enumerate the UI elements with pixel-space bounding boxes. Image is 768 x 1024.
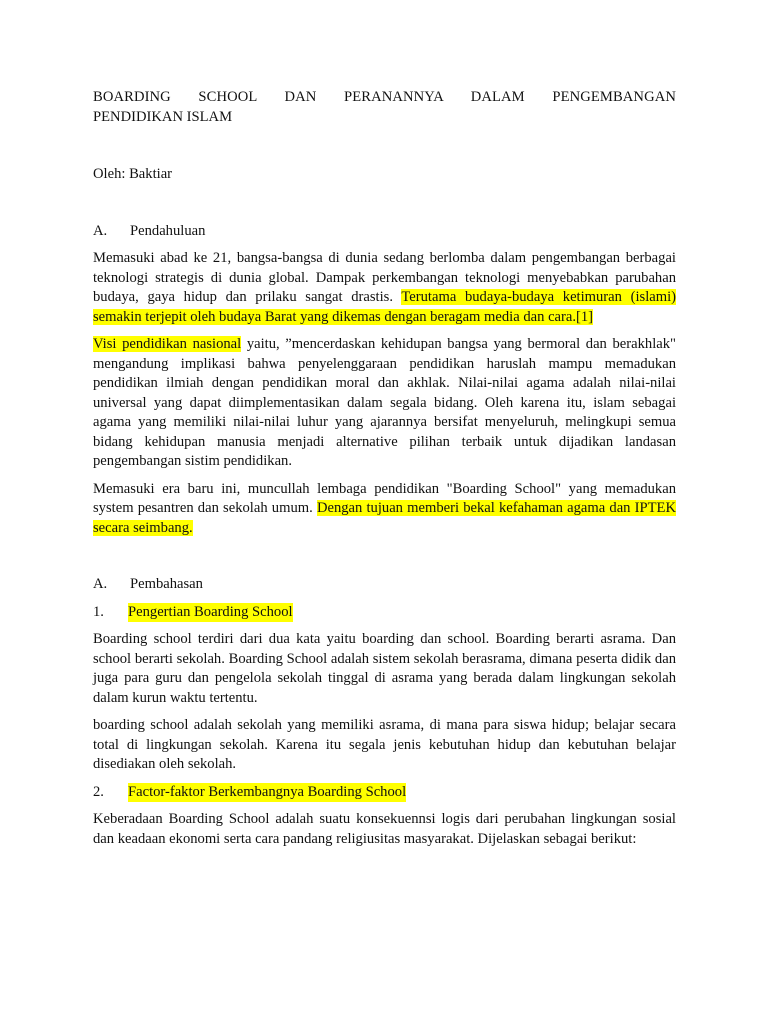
subheading-pengertian — [93, 603, 676, 623]
paragraph-faktor-1: Keberadaan Boarding School adalah suatu konsekuennsi logis dari perubahan lingkungan sosial dan keadaan ekonomi serta cara pandang religiusitas masyarakat. Dijelaskan sebagai berikut: — [93, 811, 676, 847]
subheading-faktor — [93, 783, 676, 803]
subsection-title: Pengertian Boarding School — [128, 603, 293, 623]
section-heading-pendahuluan — [93, 222, 676, 242]
highlighted-text: Visi pendidikan nasional — [93, 336, 242, 352]
section-title: Pembahasan — [130, 576, 203, 592]
paragraph-intro-3 — [93, 480, 676, 539]
paragraph-text: Memasuki era baru ini, muncullah lembaga pendidikan "Boarding School" yang memadukan system pesantren dan sekolah umum. — [93, 480, 676, 516]
subsection-number: 2. — [93, 783, 104, 800]
document-title-line2: PENDIDIKAN ISLAM — [93, 109, 233, 125]
section-number: A. — [93, 222, 108, 239]
paragraph-pengertian-2: boarding school adalah sekolah yang memiliki asrama, di mana para siswa hidup; belajar secara total di lingkungan sekolah. Karena itu segala jenis kebutuhan hidup dan kebutuhan belajar disediakan oleh sekolah. — [93, 717, 676, 772]
section-number: A. — [93, 576, 108, 592]
document-title-line1: BOARDING SCHOOL DAN PERANANNYA DALAM PENGEMBANGAN — [93, 89, 676, 105]
paragraph-text: Memasuki abad ke 21, bangsa-bangsa di dunia sedang berlomba dalam pengembangan berbagai teknologi strategis di dunia global. Dampak perkembangan teknologi menyebabkan parubahan budaya, gaya hidup dan prilaku sangat drastis. — [93, 250, 676, 305]
subsection-title: Factor-faktor Berkembangnya Boarding School — [128, 783, 406, 803]
subsection-number: 1. — [93, 603, 104, 620]
section-title: Pendahuluan — [130, 222, 206, 239]
paragraph-pengertian-1: Boarding school terdiri dari dua kata yaitu boarding dan school. Boarding berarti asrama. Dan school berarti sekolah. Boarding School adalah sistem sekolah berasrama, dimana peserta didik dan juga para guru dan pengelola sekolah tinggal di asrama yang berada dalam lingkungan sekolah dalam kurun waktu tertentu. — [93, 631, 676, 706]
author-line: Oleh: Baktiar — [93, 166, 173, 182]
paragraph-intro-2 — [93, 335, 676, 472]
paragraph-intro-1 — [93, 249, 676, 327]
highlighted-text: Terutama budaya-budaya ketimuran (islami) semakin terjepit oleh budaya Barat yang dikemas dengan beragam media dan cara.[1] — [93, 289, 676, 325]
highlighted-text: Dengan tujuan memberi bekal kefahaman agama dan IPTEK secara seimbang. — [93, 500, 677, 536]
section-heading-pembahasan — [93, 575, 676, 595]
paragraph-text: yaitu, ”mencerdaskan kehidupan bangsa yang bermoral dan berakhlak" mengandung implikasi bahwa penyelenggaraan pendidikan haruslah mampu memadukan pendidikan ilmiah dengan pendidikan moral dan akhlak. Nilai-nilai agama adalah nilai-nilai universal yang dapat diimplementasikan dalam segala bidang. Oleh karena itu, islam sebagai agama yang memiliki nilai-nilai luhur yang ajarannya bersifat menyeluruh, melingkupi semua bidang kehidupan manusia menjadi alternative pilihan terbaik untuk dijadikan landasan pengembangan sistim pendidikan. — [93, 336, 676, 469]
